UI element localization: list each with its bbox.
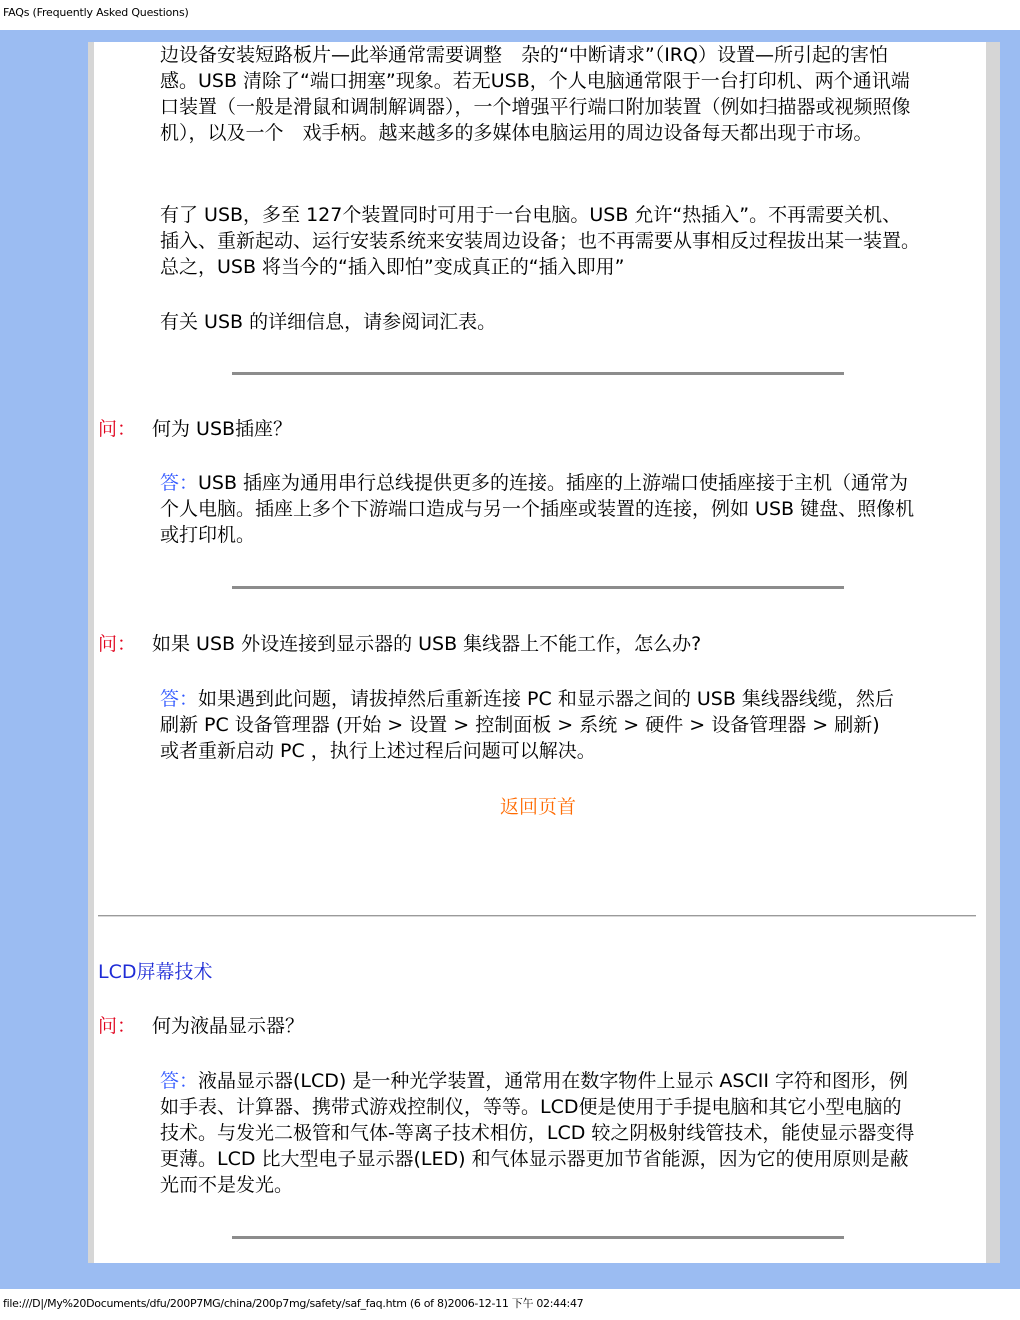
faq-question-2 [98, 631, 898, 657]
faq-answer-lcd [160, 1068, 920, 1198]
section-heading-lcd: LCD屏幕技术 [98, 961, 213, 983]
question-label: 问： [98, 633, 137, 655]
usb-intro-paragraph-2: 有了 USB，多至 127个装置同时可用于一台电脑。USB 允许“热插入”。不再需要关机、插入、重新起动、运行安装系统来安装周边设备；也不再需要从事相反过程拔出某一装置。总之，USB 将当今的“插入即怕”变成真正的“插入即用” [160, 204, 921, 278]
back-to-top-link[interactable]: 返回页首 [499, 796, 576, 818]
question-label: 问： [98, 1015, 137, 1037]
answer-label: 答： [160, 1070, 199, 1092]
question-text: 何为 USB插座？ [152, 418, 293, 440]
answer-text: 如果遇到此问题，请拔掉然后重新连接 PC 和显示器之间的 USB 集线器线缆，然后刷新 PC 设备管理器 (开始 > 设置 > 控制面板 > 系统 > 硬件 > 设备管理器 > 刷新) 或者重新启动 PC ，执行上述过程后问题可以解决。 [160, 688, 894, 762]
faq-answer-2 [160, 686, 900, 764]
question-text: 何为液晶显示器？ [152, 1015, 305, 1037]
usb-intro-paragraph-1: 边设备安装短路板片—此举通常需要调整 杂的“中断请求”（IRQ）设置—所引起的害怕感。USB 清除了“端口拥塞”现象。若无USB，个人电脑通常限于一台打印机、两个通讯端口装置（一般是滑鼠和调制解调器），一个增强平行端口附加装置（例如扫描器或视频照像机），以及一个 戏手柄。越来越多的多媒体电脑运用的周边设备每天都出现于市场。 [160, 44, 911, 144]
faq-answer-1 [160, 470, 920, 548]
left-border-strip [88, 42, 94, 1263]
answer-text: 液晶显示器(LCD) 是一种光学装置，通常用在数字物件上显示 ASCII 字符和图形，例如手表、计算器、携带式游戏控制仪，等等。LCD便是使用于手提电脑和其它小型电脑的技术。与发光二极管和气体-等离子技术相仿，LCD 较之阴极射线管技术，能使显示器变得更薄。LCD 比大型电子显示器(LED) 和气体显示器更加节省能源，因为它的使用原则是蔽光而不是发光。 [160, 1070, 915, 1196]
answer-label: 答： [160, 688, 199, 710]
scrollbar-track[interactable] [986, 42, 1000, 1263]
answer-label: 答： [160, 472, 199, 494]
divider [232, 372, 844, 375]
divider [232, 1236, 844, 1239]
content-page [88, 42, 1000, 1263]
question-text: 如果 USB 外设连接到显示器的 USB 集线器上不能工作，怎么办? [152, 633, 702, 655]
faq-question-lcd [98, 1013, 898, 1039]
section-divider [98, 915, 976, 917]
question-label: 问： [98, 418, 137, 440]
answer-text: USB 插座为通用串行总线提供更多的连接。插座的上游端口使插座接于主机（通常为个人电脑。插座上多个下游端口造成与另一个插座或装置的连接，例如 USB 键盘、照像机或打印机。 [160, 472, 915, 546]
usb-intro-paragraph-3: 有关 USB 的详细信息，请参阅词汇表。 [160, 311, 497, 333]
faq-question-1 [98, 416, 898, 442]
page-footer-path: file:///D|/My%20Documents/dfu/200P7MG/china/200p7mg/safety/saf_faq.htm (6 of 8)2006-12-11 下午 02:44:47 [3, 1297, 584, 1310]
divider [232, 586, 844, 589]
page-header-title: FAQs (Frequently Asked Questions) [3, 6, 189, 19]
